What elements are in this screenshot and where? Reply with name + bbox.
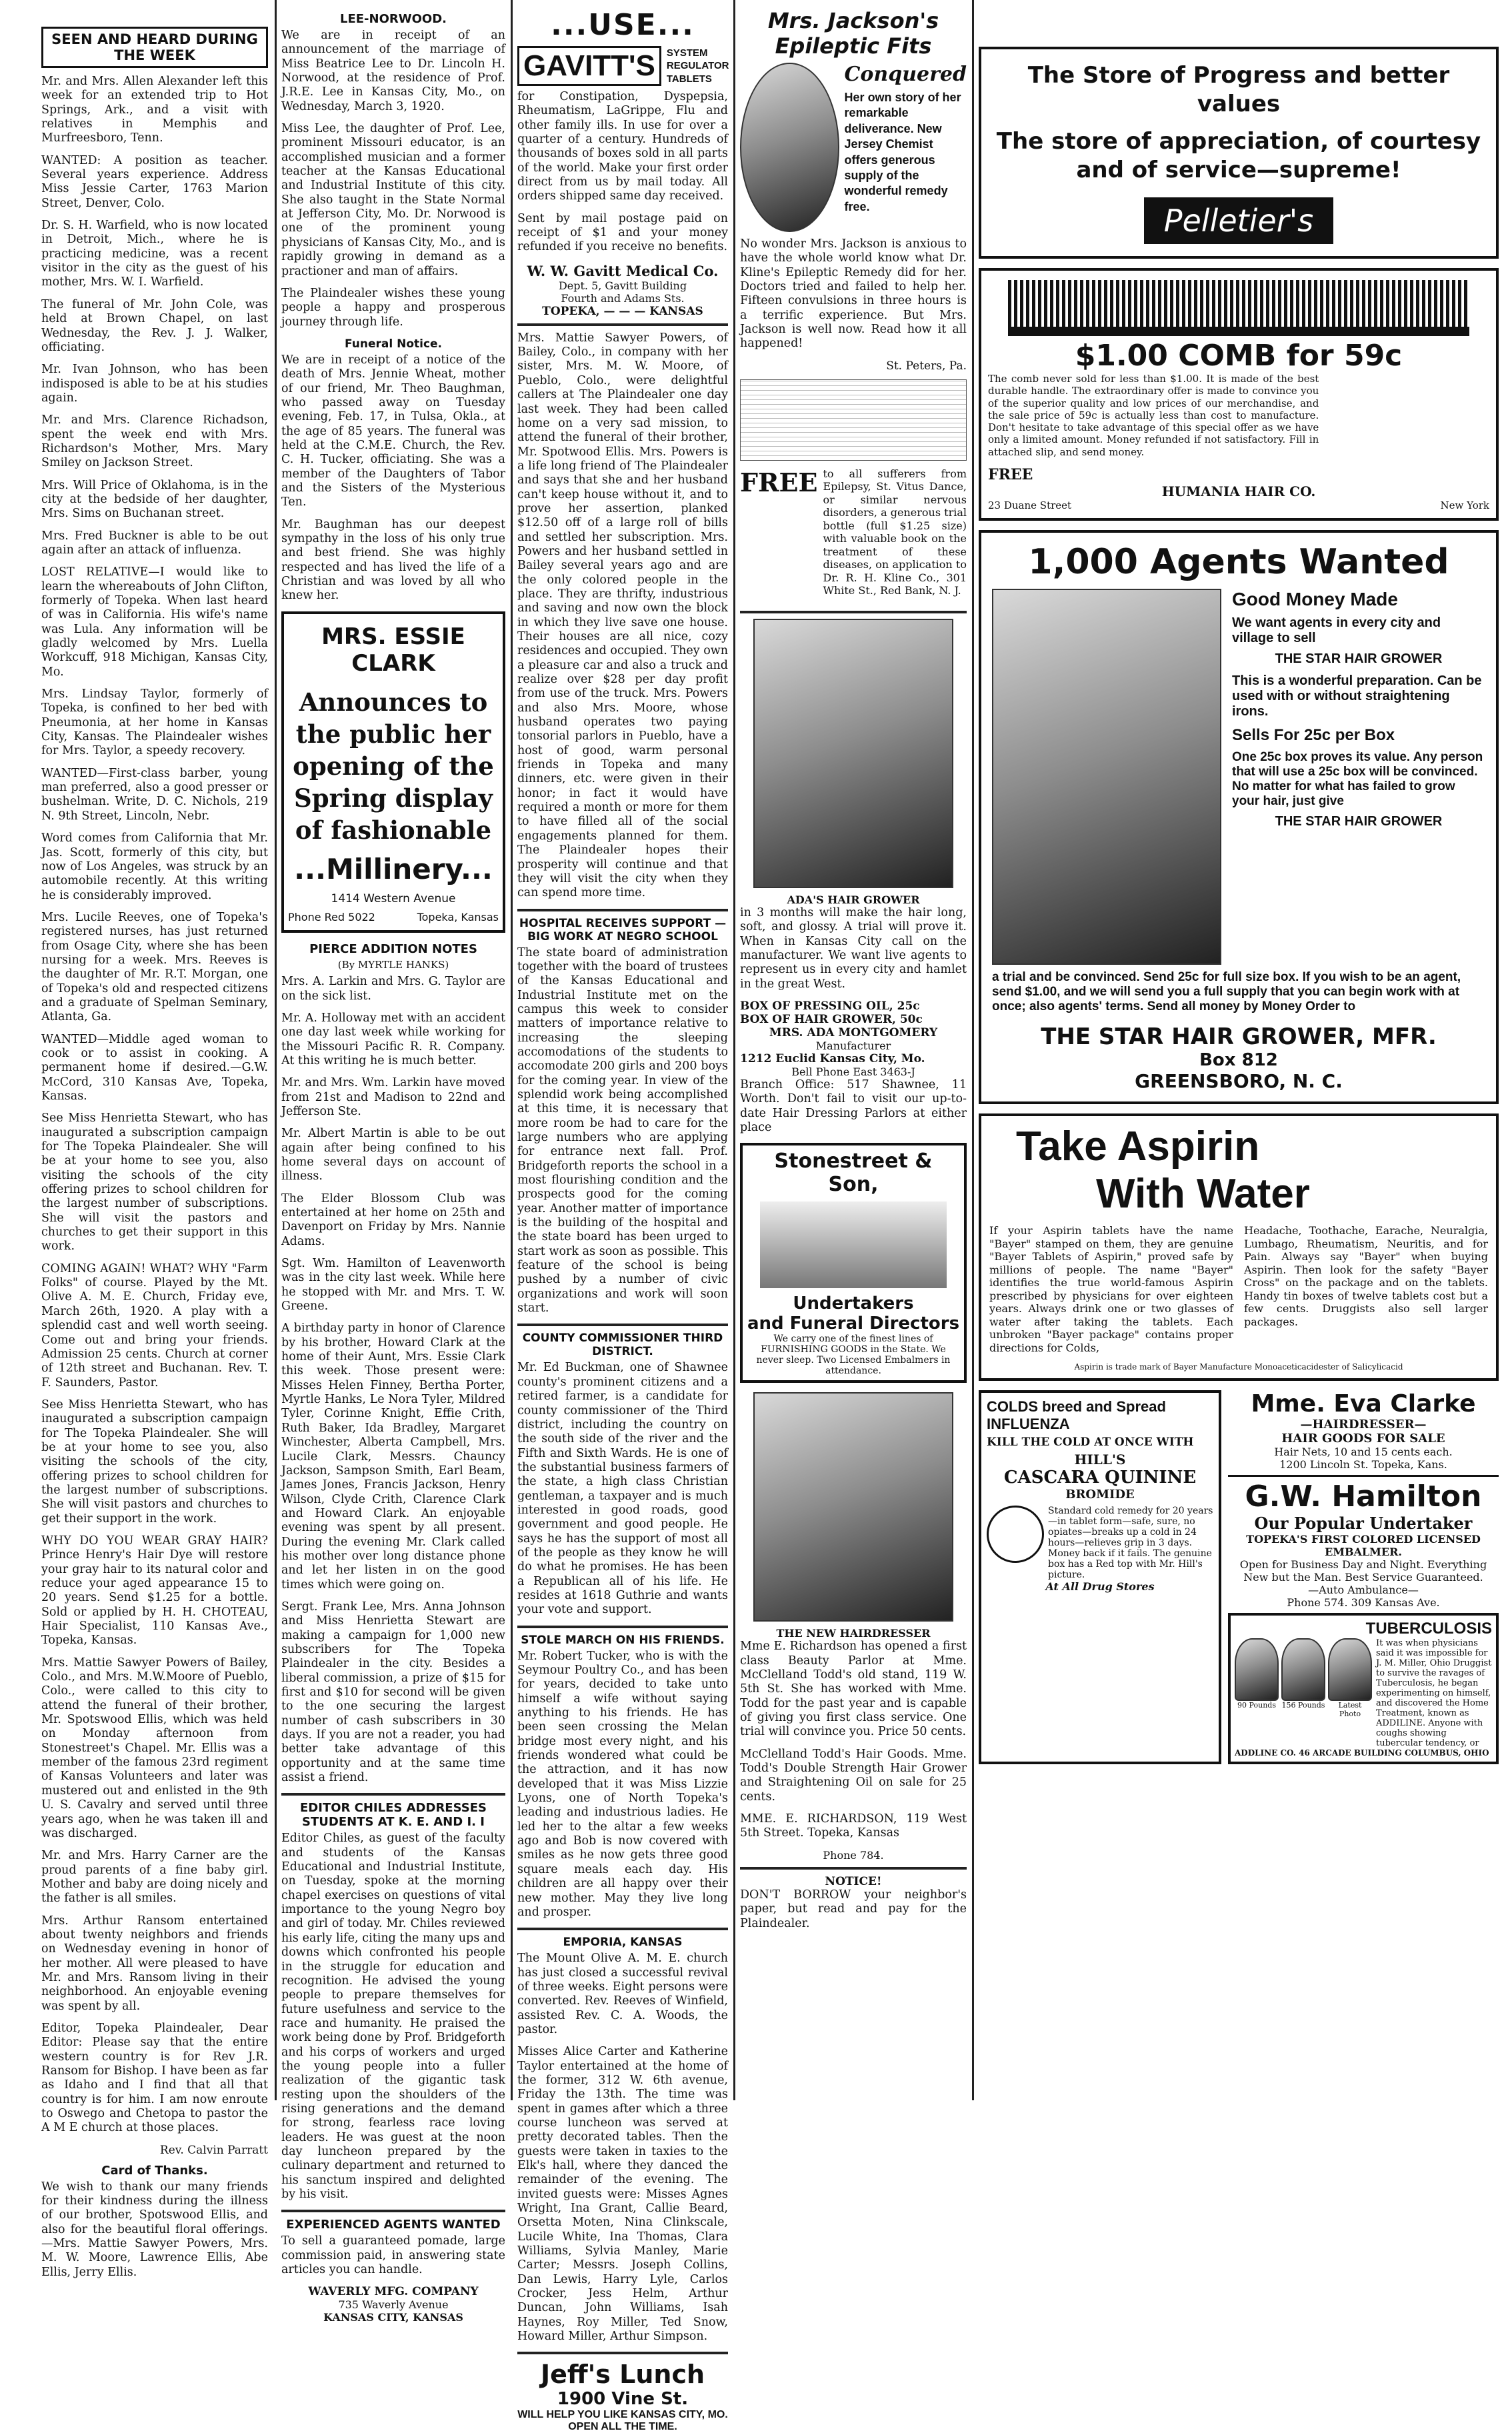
pelletiers-logo: Pelletier's bbox=[1144, 197, 1334, 244]
news-item: Mr. and Mrs. Harry Carner are the proud parents of a fine baby girl. Mother and baby are doing nicely and the father is all smiles. bbox=[41, 1849, 268, 1906]
tb-photo bbox=[1328, 1638, 1372, 1701]
aspirin-right-text: Headache, Toothache, Earache, Neuralgia, Lumbago, Rheumatism, Neuritis, and for Pain. Always say "Bayer" when buying Aspirin. Then look for the safety "Bayer Cross" on the package and on the tablets. Handy tin boxes of twelve tablets cost but a few cents. Druggists also sell larger packages. bbox=[1244, 1224, 1488, 1328]
news-item: LOST RELATIVE—I would like to learn the whereabouts of John Clifton, formerly of Topeka. When last heard of was in California. His wife's name was Lula. Any information will be gladly welcomed by Mrs. Luella Workcuff, 918 Michigan, Kansas City, Mo. bbox=[41, 565, 268, 679]
card-of-thanks-text: We wish to thank our many friends for their kindness during the illness of our brother, Spotswood Ellis, and also for the beautiful floral offerings.—Mrs. Mattie Sawyer Powers, Mrs. M. W. Moore, Lawrence Ellis, Abe Ellis, Jerry Ellis. bbox=[41, 2180, 268, 2279]
stonestreet-line: and Funeral Directors bbox=[747, 1314, 960, 1334]
news-item: WANTED—Middle aged woman to cook or to assist in cooking. A permanent home if desired.—G.W. McCord, 310 Kansas Ave, Topeka, Kansas. bbox=[41, 1032, 268, 1103]
card-of-thanks-title: Card of Thanks. bbox=[101, 2163, 208, 2178]
agents-wanted-title: EXPERIENCED AGENTS WANTED bbox=[286, 2218, 501, 2232]
ada-branch: Branch Office: 517 Shawnee, 11 Worth. Don't fail to visit our up-to-date Hair Dressing Parlors at either place bbox=[740, 1077, 967, 1134]
seen-heard-header bbox=[41, 27, 268, 68]
hills-ad bbox=[979, 1390, 1221, 1764]
commissioner-title: COUNTY COMMISSIONER THIRD DISTRICT. bbox=[522, 1332, 723, 1359]
ad-millinery: ...Millinery... bbox=[294, 853, 493, 886]
news-items bbox=[41, 75, 268, 2136]
pierce-notes-title: PIERCE ADDITION NOTES bbox=[309, 942, 477, 957]
agents-mfr: THE STAR HAIR GROWER, MFR. bbox=[1041, 1023, 1437, 1051]
hospital-text: The state board of administration together with the board of trustees of the Kansas Educational and Industrial Institute met on the campus this week to consider matters of importance relative to increasing the sleeping accomodations of the students to accomodate 200 girls and 200 boys for the coming year. In view of the splendid work being accomplished at this time, it is necessary that more room be had to care for the large numbers who are applying for entrance next fall. Prof. Bridgeforth reports the school in a most flourishing condition and the prospects good for the coming year. Another matter of importance is the building of the hospital and the state board has been urged to start work as soon as possible. This feature of the school is being pushed by a number of civic organizations and work will soon start. bbox=[517, 945, 728, 1316]
column-rule bbox=[733, 0, 735, 2100]
agents-wanted-text: To sell a guaranteed pomade, large commission paid, in answering state articles you can handle. bbox=[281, 2234, 505, 2277]
hairdresser-photo bbox=[753, 1392, 953, 1622]
jackson-headline: Epileptic Fits bbox=[775, 33, 932, 59]
hamilton-phone: Phone 574. 309 Kansas Ave. bbox=[1287, 1596, 1440, 1610]
stonestreet-text: We carry one of the finest lines of FURNISHING GOODS in the State. We never sleep. Two Licensed Embalmers in attendance. bbox=[756, 1334, 951, 1377]
news-item: Mrs. Fred Buckner is able to be out again after an attack of influenza. bbox=[41, 529, 268, 557]
stonestreet-ad bbox=[740, 1143, 967, 1383]
news-item: Mr. and Mrs. Clarence Richadson, spent the week end with Mrs. Richardson's Mother, Mrs. Mary Smiley on Jackson Street. bbox=[41, 413, 268, 470]
lee-norwood-text bbox=[281, 29, 505, 329]
waverly-company: WAVERLY MFG. COMPANY bbox=[308, 2285, 479, 2299]
hills-stores: At All Drug Stores bbox=[1045, 1580, 1155, 1594]
ad-name: MRS. ESSIE CLARK bbox=[321, 623, 465, 677]
ada-phone: Bell Phone East 3463-J bbox=[791, 1065, 915, 1078]
ad-phone: Phone Red 5022 bbox=[288, 911, 375, 924]
ada-price: BOX OF HAIR GROWER, 50c bbox=[740, 1012, 923, 1026]
ada-address: 1212 Euclid Kansas City, Mo. bbox=[740, 1051, 925, 1065]
agents-sells: Sells For 25c per Box bbox=[1232, 726, 1395, 745]
eva-clarke-address: 1200 Lincoln St. Topeka, Kans. bbox=[1279, 1458, 1447, 1472]
gavitt-use: ...USE... bbox=[551, 8, 695, 42]
emporia-text: The Mount Olive A. M. E. church has just closed a successful revival of three weeks. Eight persons were converted. Rev. Reeves of Winfield, assisted Rev. C. A. Woods, the pastor. bbox=[517, 1952, 728, 2036]
jackson-conquered: Conquered bbox=[844, 63, 967, 86]
hills-kill: KILL THE COLD AT ONCE WITH bbox=[987, 1436, 1194, 1450]
news-item: WANTED: A position as teacher. Several years experience. Address Miss Jessie Carter, 1763 Marion Street, Denver, Colo. bbox=[41, 153, 268, 210]
tb-headline: TUBERCULOSIS bbox=[1365, 1620, 1492, 1638]
stole-march-text: Mr. Robert Tucker, who is with the Seymour Poultry Co., and has been for years, decided to take unto himself a wife without saying anything to his friends. He has been seen crossing the Melan bridge most every night, and his friends wondered what could be the attraction, and it has now developed that it was Miss Lizzie Lyons, one of North Topeka's leading and industrious ladies. He led her to the altar a few weeks ago and Bob is now covered with smiles as he now gets three good square meals each day. His children are all happy over their new mother. May they live long and prosper. bbox=[517, 1649, 728, 1919]
column-2 bbox=[281, 8, 505, 2324]
column-4 bbox=[740, 8, 967, 2102]
editor-chiles-text bbox=[281, 1832, 505, 2202]
pelletiers-tagline-2: The store of appreciation, of courtesy and of service—supreme! bbox=[996, 128, 1481, 183]
gavitt-subtitle: SYSTEM REGULATOR TABLETS bbox=[666, 47, 729, 85]
news-paragraph: Mr. and Mrs. Wm. Larkin have moved from 21st and Madison to 22nd and Jefferson Ste. bbox=[281, 1076, 505, 1118]
hairdresser-text-2: McClelland Todd's Hair Goods. Mme. Todd's Double Strength Hair Grower and Straightening Oil on sale for 25 cents. bbox=[740, 1747, 967, 1804]
ad-line: opening of the bbox=[293, 751, 494, 781]
editor-chiles-title: EDITOR CHILES ADDRESSES STUDENTS AT K. E. AND I. I bbox=[300, 1801, 487, 1830]
comb-city: New York bbox=[1440, 499, 1489, 512]
comb-ad bbox=[979, 268, 1499, 521]
news-item: WANTED—First-class barber, young man preferred, also a good presser or bushelman. Write, D. C. Nichols, 219 N. 9th Street, Lincoln, Nebr. bbox=[41, 766, 268, 823]
comb-company: HUMANIA HAIR CO. bbox=[1161, 483, 1316, 500]
agents-want: We want agents in every city and village to sell bbox=[1232, 615, 1441, 646]
ad-address: 1414 Western Avenue bbox=[331, 892, 456, 906]
ad-line: Announces to bbox=[299, 687, 488, 717]
hairdresser-caption: THE NEW HAIRDRESSER bbox=[776, 1627, 931, 1640]
star-hair-grower-2: THE STAR HAIR GROWER bbox=[1275, 814, 1443, 829]
ada-name: MRS. ADA MONTGOMERY bbox=[769, 1025, 938, 1039]
news-item: Mrs. Will Price of Oklahoma, is in the city at the bedside of her daughter, Mrs. Sims on Buchanan street. bbox=[41, 478, 268, 521]
pelletiers-ad bbox=[979, 47, 1499, 259]
clark-millinery-ad bbox=[281, 611, 505, 933]
news-paragraph: Editor Chiles, as guest of the faculty and students of the Kansas Educational and Industrial Institute, on Tuesday, spoke at the morning chapel exercises on questions of vital importance to the young Negro boy and girl of today. Mr. Chiles reviewed his early life, citing the many ups and downs which confronted his people in the struggle for education and recognition. He advised the young people to prepare themselves for future usefulness and service to the race and humanity. He praised the work being done by Prof. Bridgeforth and his corps of workers and urged the young people into a fuller realization of the gigantic task resting upon the shoulders of the rising generations and the demand for strong, fearless race loving leaders. He was guest at the noon day luncheon prepared by the culinary department and returned to his sanctum inspired and delighted by his visit. bbox=[281, 1832, 505, 2201]
section-title: SEEN AND HEARD DURING THE WEEK bbox=[51, 31, 258, 63]
eva-clarke-name: Mme. Eva Clarke bbox=[1251, 1390, 1476, 1418]
jeffs-lunch-title: Jeff's Lunch bbox=[540, 2360, 705, 2390]
agents-trial: a trial and be convinced. Send 25c for full size box. If you wish to be an agent, send $1.00, and we will send you a full supply that you can begin work with at once; also agents' terms. Send all money by Money Order to bbox=[992, 970, 1461, 1014]
column-3 bbox=[517, 8, 729, 2433]
jackson-headline: Mrs. Jackson's bbox=[767, 8, 939, 33]
star-hair-ad bbox=[979, 530, 1499, 1104]
lee-norwood-title: LEE-NORWOOD. bbox=[340, 12, 447, 26]
news-item: See Miss Henrietta Stewart, who has inaugurated a subscription campaign for The Topeka Plaindealer. She will be at your home to see you, also visiting the schools of the city offering prizes to school children for the largest number of subscriptions. She will visit the pastors and churches to get their support in this work. bbox=[41, 1111, 268, 1254]
hills-bromide: BROMIDE bbox=[1065, 1488, 1135, 1502]
news-paragraph: Mrs. A. Larkin and Mrs. G. Taylor are on the sick list. bbox=[281, 975, 505, 1003]
news-paragraph: Sergt. Frank Lee, Mrs. Anna Johnson and Miss Henrietta Stewart are making a campaign for 1,000 new subscribers for The Topeka Plaindealer in the city. Besides a liberal commission, a prize of $15 for first and $10 for second will be given to the one securing the largest number of cash subscribers in 30 days. If you are not a reader, you had better take advantage of this opportunity and at the same time assist a friend. bbox=[281, 1600, 505, 1785]
news-item: WHY DO YOU WEAR GRAY HAIR? Prince Henry's Hair Dye will restore your gray hair to its natural color and reduce your aged appearance 15 to 20 years. Send $1.25 for a bottle. Sold or applied by H. H. CHOTEAU, Hair Specialist, 110 Kansas Ave., Topeka, Kansas. bbox=[41, 1534, 268, 1648]
hamilton-subtitle: Our Popular Undertaker bbox=[1254, 1514, 1473, 1534]
gavitt-ad bbox=[517, 8, 728, 318]
notice-text: DON'T BORROW your neighbor's paper, but read and pay for the Plaindealer. bbox=[740, 1888, 967, 1930]
funeral-notice-title: Funeral Notice. bbox=[344, 337, 443, 351]
column-rule bbox=[511, 0, 513, 2100]
news-item: Mr. Ivan Johnson, who has been indisposed is able to be at his studies again. bbox=[41, 363, 268, 405]
jackson-portrait bbox=[740, 63, 839, 232]
column-rule bbox=[275, 0, 277, 2100]
comb-address: 23 Duane Street bbox=[988, 499, 1072, 512]
news-paragraph: Sgt. Wm. Hamilton of Leavenworth was in the city last week. While here he stopped with Mr. and Mrs. T. W. Greene. bbox=[281, 1257, 505, 1314]
column-rule bbox=[972, 0, 974, 2100]
agents-prep: This is a wonderful preparation. Can be used with or without straightening irons. bbox=[1232, 673, 1482, 719]
stonestreet-line: Undertakers bbox=[793, 1294, 914, 1314]
tuberculosis-ad bbox=[1228, 1613, 1499, 1764]
news-item: Word comes from California that Mr. Jas. Scott, formerly of this city, but now of Los Angeles, was struck by an automobile recently. At this writing he is considerably improved. bbox=[41, 831, 268, 902]
news-item: COMING AGAIN! WHAT? WHY "Farm Folks" of course. Played by the Mt. Olive A. M. E. Church, Friday eve, March 26th, 1920. A play with a splendid cast and well worth seeing. Come out and bring your friends. Admission 25 cents. Church at corner of 12th street and Buchanan. Rev. T. F. Saunders, Pastor. bbox=[41, 1262, 268, 1390]
hairdresser-name: MME. E. RICHARDSON, 119 West 5th Street. Topeka, Kansas bbox=[740, 1812, 967, 1840]
jackson-ad bbox=[740, 8, 967, 605]
pierce-notes-text bbox=[281, 975, 505, 1785]
signature: Rev. Calvin Parratt bbox=[159, 2143, 268, 2157]
tb-photo bbox=[1281, 1638, 1325, 1701]
agents-good-money: Good Money Made bbox=[1232, 589, 1398, 610]
ada-caption: ADA'S HAIR GROWER bbox=[787, 893, 920, 906]
hearse-illustration bbox=[760, 1201, 947, 1288]
gavitt-logo: GAVITT'S bbox=[517, 46, 661, 86]
jeffs-lunch-address: 1900 Vine St. bbox=[557, 2389, 689, 2410]
aspirin-left-text: If your Aspirin tablets have the name "Bayer" stamped on them, they are genuine "Bayer Tablets of Aspirin," proved safe by millions of people. The name "Bayer" identifies the true world-famous Aspirin prescribed by physicians for over eighteen years. Always drink one or two glasses of water after taking the tablets. Each unbroken "Bayer package" contains proper directions for Colds, bbox=[989, 1224, 1233, 1354]
free-label: FREE bbox=[740, 467, 818, 497]
column-1 bbox=[41, 27, 268, 2279]
eva-clarke-sale: HAIR GOODS FOR SALE bbox=[1281, 1432, 1445, 1446]
gavitt-dept: Dept. 5, Gavitt Building bbox=[558, 279, 687, 292]
news-paragraph: We are in receipt of an announcement of the marriage of Miss Beatrice Lee to Dr. Lincoln H. Norwood, at the residence of Prof. J.R.E. Lee in Kansas City, Mo., on Wednesday, March 3, 1920. bbox=[281, 29, 505, 113]
news-paragraph: The Elder Blossom Club was entertained at her home on 25th and Davenport on Friday by Mrs. Nannie Adams. bbox=[281, 1191, 505, 1248]
funeral-notice-text bbox=[281, 353, 505, 603]
jackson-side-text: Her own story of her remarkable deliverance. New Jersey Chemist offers generous supply of the wonderful remedy free. bbox=[844, 91, 961, 213]
agents-one-box: One 25c box proves its value. Any person that will use a 25c box will be convinced. No matter for what has failed to grow your hair, just give bbox=[1232, 750, 1483, 809]
ada-text: in 3 months will make the hair long, soft, and glossy. A trial will prove it. When in Kansas City call on the manufacturer. We want live agents to represent us in every city and hamlet in the great West. bbox=[740, 905, 967, 991]
tb-label: 156 Pounds bbox=[1281, 1701, 1325, 1710]
gavitt-text-2: Sent by mail postage paid on receipt of $1 and your money refunded if you receive no benefits. bbox=[517, 211, 728, 254]
hills-name: HILL'S bbox=[1074, 1452, 1126, 1468]
tb-photo bbox=[1235, 1638, 1279, 1701]
agents-box: Box 812 bbox=[1199, 1050, 1278, 1071]
news-paragraph: The Plaindealer wishes these young people a happy and prosperous journey through life. bbox=[281, 286, 505, 329]
long-hair-photo bbox=[992, 589, 1221, 965]
waverly-city: KANSAS CITY, KANSAS bbox=[323, 2311, 463, 2324]
eva-clarke-trade: —HAIRDRESSER— bbox=[1300, 1418, 1427, 1432]
news-paragraph: A birthday party in honor of Clarence by his brother, Howard Clark at the home of their Aunt, Mrs. Essie Clark this week. Those present were: Misses Helen Finney, Bertha Porter, Myrtle Hanks, Le Nora Tyler, Mildred Tyler, Corinne Knight, Effie Crith, Ruth Baker, Ida Bradley, Margaret Winchester, Alberta Campbell, Mrs. Lucile Clark, Messrs. Chauncy Jackson, Sampson Smith, Earl Beam, James Jones, Francis Jackson, Henry Wilson, Clyde Crith, Clarence Clark and Howard Clark. An enjoyable evening was spent by all present. During the evening Mr. Clark called his mother over long distance phone and let her listen in on the good times which were going on. bbox=[281, 1322, 505, 1592]
commissioner-text: Mr. Ed Buckman, one of Shawnee county's prominent citizens and a retired farmer, is a candidate for county commissioner of the Third district, including the country on the south side of the river and the Fifth and Sixth Wards. He is one of the substantial business farmers of the state, a high class Christian gentleman, a taxpayer and is much interested in good roads, good government and good people. He says he has the support of most all of the people as they know he will do what he promises. He has been a Republican all of his life. He resides at 1618 Guthrie and wants your vote and support. bbox=[517, 1361, 728, 1617]
hairdresser-phone: Phone 784. bbox=[823, 1848, 884, 1862]
news-paragraph: We are in receipt of a notice of the death of Mrs. Jennie Wheat, mother of our friend, Mr. Theo Baughman, who passed away on Tuesday evening, Feb. 17, in Tulsa, Okla., at the age of 85 years. The funeral was held at the C.M.E. Church, the Rev. C. H. Tucker, officiating. She was a member of the Daughters of Tabor and the Sisters of the Mysterious Ten. bbox=[281, 353, 505, 509]
tb-label: 90 Pounds bbox=[1237, 1701, 1276, 1710]
news-item: See Miss Henrietta Stewart, who has inaugurated a subscription campaign for The Topeka Plaindealer. She will be at your home to see you, also visiting the schools of the city, offering prizes to school children for the largest number of subscriptions. She will visit pastors and churches to get their support in the work. bbox=[41, 1398, 268, 1526]
aspirin-headline: Take Aspirin bbox=[1016, 1123, 1260, 1170]
column-5 bbox=[979, 47, 1499, 2100]
gavitt-company: W. W. Gavitt Medical Co. bbox=[527, 262, 719, 279]
hills-text: Standard cold remedy for 20 years—in tablet form—safe, sure, no opiates—breaks up a cold in 24 hours—relieves grip in 3 days. Money back if it fails. The genuine box has a Red top with Mr. Hill's picture. bbox=[1048, 1506, 1213, 1581]
free-offer-text: to all sufferers from Epilepsy, St. Vitus Dance, or similar nervous disorders, a generous trial bottle (full $1.25 size) with valuable book on the treatment of these diseases, on application to Dr. R. H. Kline Co., 301 White St., Red Bank, N. J. bbox=[823, 467, 967, 597]
gavitt-city: TOPEKA, — — — KANSAS bbox=[542, 304, 703, 318]
powers-story: Mrs. Mattie Sawyer Powers, of Bailey, Colo., in company with her sister, Mrs. M. W. Moore, of Pueblo, Colo., were delightful callers at The Plaindealer one day last week. They had been called home on a very sad mission, to attend the funeral of their brother, Mr. Spotwood Ellis. Mrs. Powers is a life long friend of The Plaindealer and says that she and her husband can't keep house without it, and to prove her assertion, planked $12.50 off of a large roll of bills and settled her subscription. Mrs. Powers and her husband settled in Bailey several years ago and are the only colored people in the place. They are thrifty, industrious and saving and now own the block in which they live save one house. Their houses are all nice, cozy residences and occupied. They own a pleasure car and also a truck and realize over $28 per day profit from use of the truck. Mrs. Powers and also Mrs. Moore, whose husband operates two paying tonsorial parlors in Pueblo, have a host of good, warm personal friends in Topeka and many dinners, etc. were given in their honor; in fact it would have required a month or more for them to have filled all of the social engagements planned for them. The Plaindealer hopes their prosperity will continue and that they will visit the city when they can spend more time. bbox=[517, 331, 728, 900]
ad-city: Topeka, Kansas bbox=[417, 911, 499, 924]
agents-headline: 1,000 Agents Wanted bbox=[1028, 542, 1449, 583]
pierce-notes-byline: (By MYRTLE HANKS) bbox=[337, 959, 449, 971]
jackson-location: St. Peters, Pa. bbox=[886, 359, 967, 373]
tb-text: It was when physicians said it was impossible for J. M. Miller, Ohio Druggist to survive the ravages of Tuberculosis, he began experimenting on himself, and discovered the Home Treatment, known as ADDILINE. Anyone with coughs showing tubercular tendency, or bbox=[1376, 1638, 1492, 1749]
tb-footer: ADDLINE CO. 46 ARCADE BUILDING COLUMBUS, OHIO bbox=[1235, 1748, 1489, 1758]
hills-seal-icon bbox=[987, 1506, 1044, 1563]
tb-label: Latest Photo bbox=[1338, 1701, 1362, 1719]
emporia-title: EMPORIA, KANSAS bbox=[563, 1936, 683, 1950]
news-item: Mrs. Mattie Sawyer Powers of Bailey, Colo., and Mrs. M.W.Moore of Pueblo, Colo., were called to this city to attend the funeral of their brother, Mr. Spotswood Ellis, which was held on Monday afternoon from Stonestreet's Chapel. Mr. Ellis was a member of the famous 23rd regiment of Kansas Volunteers and later was mustered out and enlisted in the 9th U. S. Cavalry and served until three years ago, when he was taken ill and was discharged. bbox=[41, 1656, 268, 1840]
aspirin-headline-2: With Water bbox=[1096, 1171, 1310, 1218]
ad-line: of fashionable bbox=[295, 815, 492, 845]
comb-illustration bbox=[1008, 280, 1469, 336]
news-paragraph: Miss Lee, the daughter of Prof. Lee, prominent Missouri educator, is an accomplished musician and a former teacher at the Kansas Educational and Industrial Institute of this city. She also taught in the State Normal at Jefferson City, Mo. Dr. Norwood is one of the prominent young physicians of Kansas City, Mo., and is rapidly growing in demand as a practioner and man of affairs. bbox=[281, 122, 505, 278]
aspirin-ad bbox=[979, 1113, 1499, 1381]
news-item: Mrs. Lucile Reeves, one of Topeka's registered nurses, has just returned from Osage City, where she has been nursing for a week. Mrs. Reeves is the daughter of Mr. R.T. Morgan, one of Topeka's old and respected citizens and a graduate of Spelman Seminary, Atlanta, Ga. bbox=[41, 910, 268, 1024]
news-item: The funeral of Mr. John Cole, was held at Brown Chapel, on last Wednesday, the Rev. J. J. Walker, officiating. bbox=[41, 297, 268, 354]
jackson-text: No wonder Mrs. Jackson is anxious to have the whole world know what Dr. Kline's Epileptic Remedy did for her. Doctors tried and failed to help her. Fifteen convulsions in three hours is a terrific experience. But Mrs. Jackson is well now. Read how it all happened! bbox=[740, 237, 967, 351]
hamilton-auto: —Auto Ambulance— bbox=[1308, 1584, 1419, 1597]
emporia-text-2: Misses Alice Carter and Katherine Taylor entertained at the home of the former, 312 W. 6th avenue, Friday the 13th. The time was spent in games after which a three course luncheon was served at pretty decorated tables. Then the guests were taken in taxies to the Elk's hall, where they danced the remainder of the evening. The invited guests were: Misses Agnes Wright, Ina Grant, Callie Beard, Orsetta Moten, Nina Clinkscale, Lucile White, Ina Thomas, Clara Williams, Sylvia Manley, Marie Carter; Messrs. Joseph Collins, Dan Lewis, Harry Lyle, Carlos Crocker, Jess Helm, Arthur Duncan, John Williams, Isah Haynes, Roy Miller, Ted Snow, Howard Miller, Arthur Simpson. bbox=[517, 2045, 728, 2344]
hospital-title: HOSPITAL RECEIVES SUPPORT —BIG WORK AT NEGRO SCHOOL bbox=[519, 916, 727, 943]
pelletiers-tagline: The Store of Progress and better values bbox=[1027, 62, 1450, 117]
news-paragraph: Mr. A. Holloway met with an accident one day last week while working for the Missouri Pacific R. R. Company. At this writing he is much better. bbox=[281, 1011, 505, 1067]
hills-cascara: CASCARA QUININE bbox=[1003, 1468, 1197, 1488]
hairdresser-text: Mme E. Richardson has opened a first class Beauty Parlor at Mme. McClelland Todd's old stand, 119 W. 5th St. She has worked with Mme. Todd for the past year and is capable of giving you first class service. One trial will convince you. Price 50 cents. bbox=[740, 1640, 967, 1739]
comb-text: The comb never sold for less than $1.00. It is made of the best durable handle. The extraordinary offer is made to convince you of the superior quality and low prices of our merchandise, and the sale price of 59c is actually less than cost to manufacture. Don't hesitate to take advantage of this special offer as we have only a limited amount. Money refunded if not satisfactory. Fill in attached slip, and send money. bbox=[988, 373, 1319, 458]
hamilton-first: TOPEKA'S FIRST COLORED LICENSED EMBALMER. bbox=[1246, 1533, 1481, 1559]
eva-clarke-nets: Hair Nets, 10 and 15 cents each. bbox=[1274, 1446, 1453, 1459]
news-item: Mrs. Lindsay Taylor, formerly of Topeka, is confined to her bed with Pneumonia, at her home in Kansas City, Kansas. The Plaindealer wishes for Mrs. Taylor, a speedy recovery. bbox=[41, 687, 268, 758]
letter-image bbox=[740, 379, 967, 461]
news-item: Mrs. Arthur Ransom entertained about twenty neighbors and friends on Wednesday evening in honor of her mother. All were pleased to have Mr. and Mrs. Ransom living in their neighborhood. An enjoyable evening was spent by all. bbox=[41, 1914, 268, 2013]
ada-hair-photo bbox=[753, 619, 953, 888]
star-hair-grower: THE STAR HAIR GROWER bbox=[1275, 651, 1443, 667]
news-item: Dr. S. H. Warfield, who is now located in Detroit, Mich., where he is practicing medicine, was a recent visitor in the city as the guest of his mother, Mrs. W. I. Warfield. bbox=[41, 219, 268, 289]
comb-free: FREE bbox=[988, 466, 1033, 484]
hills-headline: COLDS breed and Spread INFLUENZA bbox=[987, 1398, 1166, 1433]
jeffs-lunch-tagline: WILL HELP YOU LIKE KANSAS CITY, MO. OPEN ALL THE TIME. bbox=[517, 2409, 728, 2433]
agents-city: GREENSBORO, N. C. bbox=[1135, 1070, 1343, 1093]
aspirin-footnote: Aspirin is trade mark of Bayer Manufacture Monoaceticacidester of Salicylicacid bbox=[1074, 1362, 1403, 1372]
stonestreet-title: Stonestreet & Son, bbox=[774, 1149, 933, 1197]
ada-manufacturer: Manufacturer bbox=[815, 1039, 891, 1052]
notice-title: NOTICE! bbox=[825, 1874, 882, 1888]
ad-line: Spring display bbox=[294, 783, 493, 813]
news-paragraph: Mr. Baughman has our deepest sympathy in the loss of his only true and best friend. She was highly respected and has lived the life of a Christian and was loved by all who knew her. bbox=[281, 517, 505, 603]
ad-line: the public her bbox=[295, 719, 491, 749]
waverly-address: 735 Waverly Avenue bbox=[338, 2298, 449, 2312]
news-item: Editor, Topeka Plaindealer, Dear Editor: Please say that the entire western country is for Rev J.R. Ransom for Bishop. I have been as far as Idaho and I find that all that country is for him. I am now enroute to Oswego and Chetopa to pastor the A M E church at those places. bbox=[41, 2021, 268, 2135]
gavitt-street: Fourth and Adams Sts. bbox=[561, 291, 685, 305]
ada-price: BOX OF PRESSING OIL, 25c bbox=[740, 999, 920, 1013]
hamilton-name: G.W. Hamilton bbox=[1245, 1480, 1482, 1514]
news-item: Mr. and Mrs. Allen Alexander left this week for an extended trip to Hot Springs, Ark., and a visit with relatives in Memphis and Murfreesboro, Tenn. bbox=[41, 75, 268, 145]
gavitt-text: for Constipation, Dyspepsia, Rheumatism, LaGrippe, Flu and other family ills. In use for over a quarter of a century. Hundreds of thousands of boxes sold in all parts of the world. Make your first order direct from us by mail today. All orders shipped same day received. bbox=[517, 90, 728, 203]
stole-march-title: STOLE MARCH ON HIS FRIENDS. bbox=[521, 1633, 725, 1647]
comb-headline: $1.00 COMB for 59c bbox=[1075, 339, 1403, 373]
hamilton-open: Open for Business Day and Night. Everything New but the Man. Best Service Guaranteed. bbox=[1239, 1558, 1487, 1584]
news-paragraph: Mr. Albert Martin is able to be out again after being confined to his home several days on account of illness. bbox=[281, 1127, 505, 1183]
